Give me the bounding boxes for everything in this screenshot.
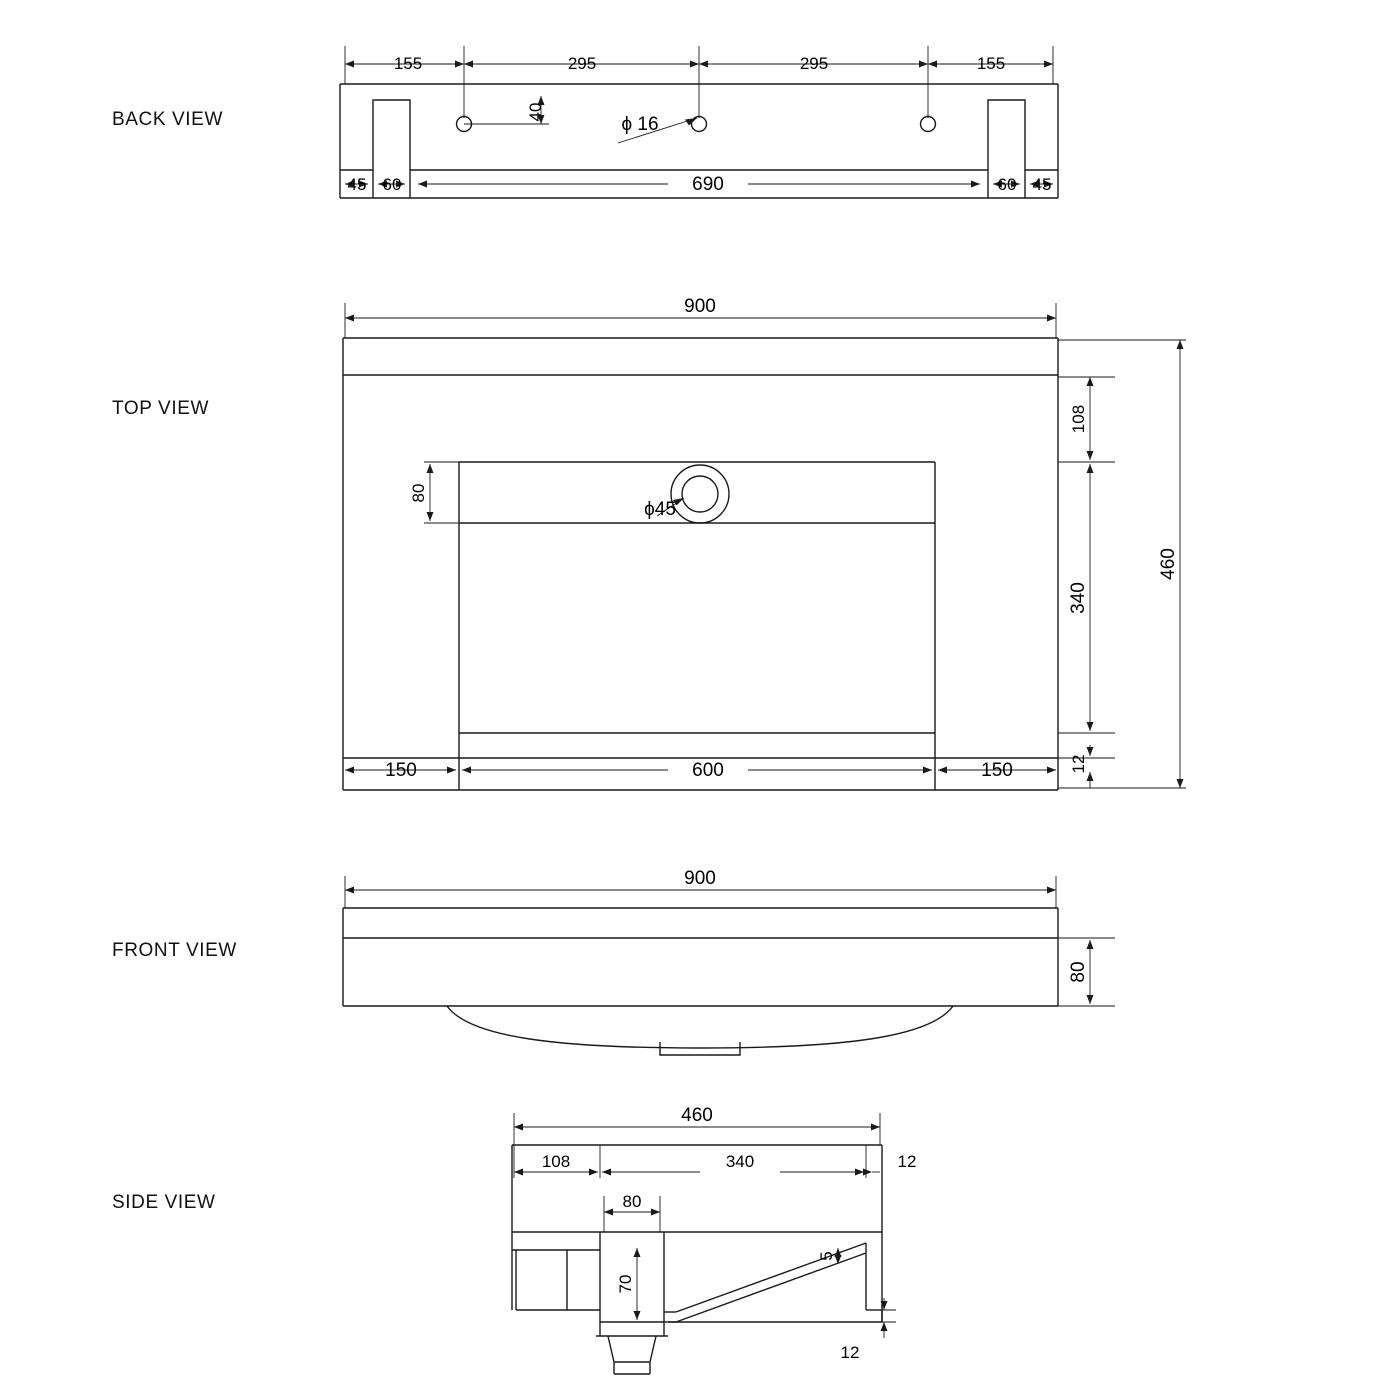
front-view-geometry: [343, 908, 1058, 1055]
dim-text: 45: [347, 175, 367, 194]
dim-text-side-bowl-depth: 340: [725, 1152, 755, 1171]
top-view-geometry: [343, 338, 1058, 790]
dim-text-front-lip: 12: [1069, 754, 1088, 774]
back-view-dimension-texts: [348, 54, 1052, 195]
view-label-back: BACK VIEW: [112, 109, 223, 130]
dim-text: 155: [976, 54, 1006, 73]
dim-text-side-bottom-thickness: 12: [840, 1343, 860, 1362]
dim-text-drain-diameter: ϕ45: [644, 499, 676, 520]
dim-text-overall-width: 900: [684, 296, 716, 317]
view-label-front: FRONT VIEW: [112, 940, 237, 961]
dim-text: 155: [393, 54, 423, 73]
dim-text: 295: [567, 54, 597, 73]
top-view-dimensions: [345, 303, 1186, 788]
back-view-dimensions: [345, 46, 1053, 188]
dim-text-hole-diameter: ϕ 16: [621, 114, 659, 135]
dim-text: 60: [382, 175, 402, 194]
dim-text-bowl-depth: 340: [1068, 582, 1089, 614]
dim-text: 60: [997, 175, 1017, 194]
view-label-top: TOP VIEW: [112, 398, 210, 419]
dim-text: 690: [692, 174, 724, 195]
view-label-side: SIDE VIEW: [112, 1192, 216, 1213]
dim-text-side-slope: 5: [817, 1251, 836, 1261]
dim-text-front-height: 80: [1068, 961, 1089, 983]
side-view-dimensions: [514, 1113, 896, 1338]
dim-text-hole-depth: 40: [526, 102, 545, 122]
dim-text-front-width: 900: [684, 868, 716, 889]
top-view-dimension-texts: [385, 296, 1179, 781]
dim-text-side-bowl-height: 70: [616, 1274, 635, 1294]
dim-text-side-front-lip: 12: [897, 1152, 917, 1171]
dim-text-side-top-offset: 80: [622, 1192, 642, 1211]
front-view-dimension-texts: [684, 868, 1089, 983]
front-view-dimensions: [345, 876, 1115, 1006]
dim-text: 295: [799, 54, 829, 73]
dim-text: 45: [1032, 175, 1052, 194]
dim-text-bowl-width: 600: [692, 760, 724, 781]
side-view-dimension-texts: [542, 1105, 917, 1362]
dim-text-back-band: 108: [1069, 404, 1088, 434]
dim-text-bowl-offset: 80: [409, 483, 428, 503]
dim-text-overall-depth: 460: [1158, 548, 1179, 580]
dim-text-left-margin: 150: [385, 760, 417, 781]
dim-text-right-margin: 150: [981, 760, 1013, 781]
dim-text-side-depth: 460: [681, 1105, 713, 1126]
dim-text-side-back-band: 108: [541, 1152, 571, 1171]
